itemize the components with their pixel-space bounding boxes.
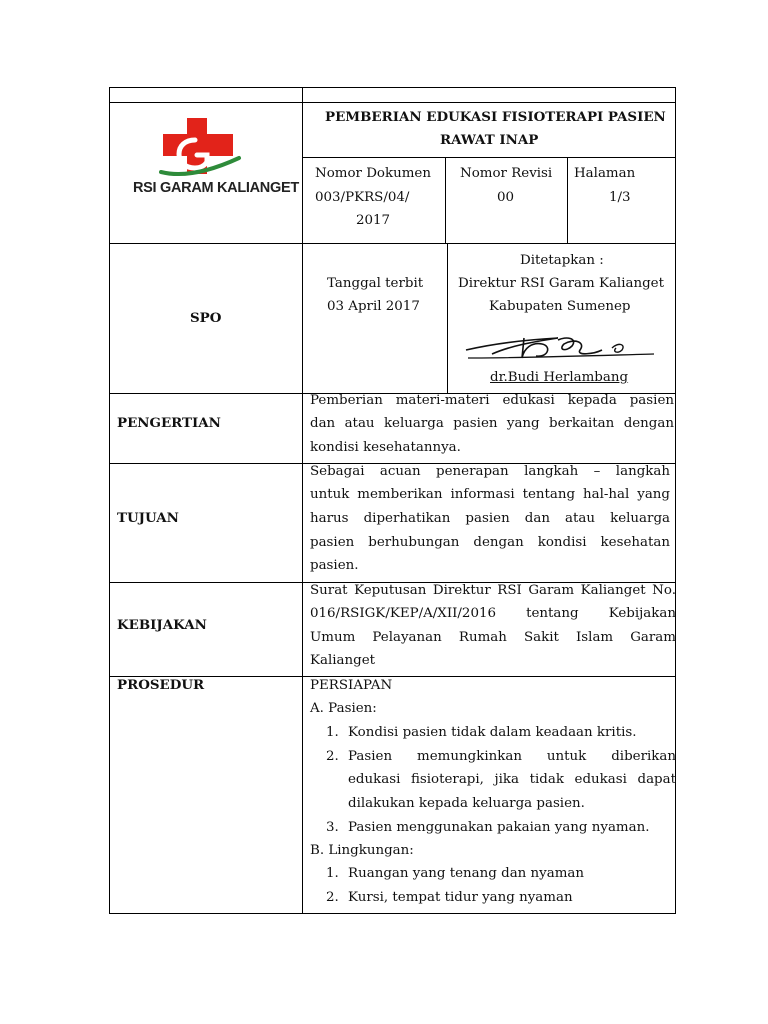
table-divider-main: [302, 87, 303, 914]
tujuan-line: pasien berhubungan dengan kondisi kesehatan: [310, 535, 670, 550]
page-value: 1/3: [609, 190, 631, 205]
document-number-label: Nomor Dokumen: [315, 166, 431, 181]
list-item-text: Ruangan yang tenang dan nyaman: [348, 866, 585, 881]
kebijakan-line: Umum Pelayanan Rumah Sakit Islam Garam: [310, 630, 676, 645]
pengertian-line: dan atau keluarga pasien yang berkaitan dengan: [310, 416, 674, 431]
table-rule-header-end: [109, 243, 676, 244]
list-item-text: edukasi fisioterapi, jika tidak edukasi dapat: [348, 772, 676, 787]
table-divider-revision: [567, 157, 568, 244]
tujuan-line: pasien.: [310, 558, 359, 573]
tujuan-line: harus diperhatikan pasien dan atau keluarga: [310, 511, 670, 526]
table-border-top: [109, 87, 676, 88]
table-rule-header: [109, 102, 676, 103]
table-divider-spo: [447, 243, 448, 394]
list-item-number: 1.: [326, 866, 339, 881]
tujuan-label: TUJUAN: [117, 510, 179, 526]
pengertian-line: kondisi kesehatannya.: [310, 440, 461, 455]
document-title-line2: RAWAT INAP: [440, 132, 539, 148]
signer-name: dr.Budi Herlambang: [490, 370, 629, 385]
revision-value: 00: [497, 190, 515, 205]
kebijakan-line: 016/RSIGK/KEP/A/XII/2016 tentang Kebijakan: [310, 606, 676, 621]
list-item-text: Pasien menggunakan pakaian yang nyaman.: [348, 820, 650, 835]
issue-date: 03 April 2017: [327, 299, 420, 314]
kebijakan-label: KEBIJAKAN: [117, 617, 207, 633]
pengertian-label: PENGERTIAN: [117, 415, 221, 431]
kebijakan-line: Surat Keputusan Direktur RSI Garam Kalianget No.: [310, 583, 676, 598]
document-number-line1: 003/PKRS/04/: [315, 190, 410, 205]
document-number-line2: 2017: [356, 213, 391, 228]
table-border-bottom: [109, 913, 676, 914]
list-item-text: Kondisi pasien tidak dalam keadaan kritis.: [348, 725, 637, 740]
prosedur-heading: PERSIAPAN: [310, 678, 393, 693]
group-a-title: A. Pasien:: [310, 701, 377, 716]
list-item-number: 3.: [326, 820, 339, 835]
list-item-number: 1.: [326, 725, 339, 740]
list-item-text: Kursi, tempat tidur yang nyaman: [348, 890, 573, 905]
director-line2: Kabupaten Sumenep: [489, 299, 631, 314]
signature-icon: [462, 328, 658, 368]
revision-label: Nomor Revisi: [460, 166, 553, 181]
list-item-text: dilakukan kepada keluarga pasien.: [348, 796, 585, 811]
prosedur-label: PROSEDUR: [117, 677, 205, 693]
established-label: Ditetapkan :: [520, 253, 604, 268]
list-item-text: Pasien memungkinkan untuk diberikan: [348, 749, 676, 764]
table-divider-doc-number: [445, 157, 446, 244]
issue-date-label: Tanggal terbit: [327, 276, 424, 291]
hospital-name: RSI GARAM KALIANGET: [133, 180, 299, 196]
document-title-line1: PEMBERIAN EDUKASI FISIOTERAPI PASIEN: [325, 109, 666, 125]
spo-label: SPO: [190, 310, 222, 326]
table-rule-title: [303, 157, 676, 158]
list-item-number: 2.: [326, 890, 339, 905]
tujuan-line: untuk memberikan informasi tentang hal-hal yang: [310, 487, 670, 502]
group-b-title: B. Lingkungan:: [310, 843, 414, 858]
list-item-number: 2.: [326, 749, 339, 764]
table-border-left: [109, 87, 110, 914]
page-label: Halaman: [574, 166, 636, 181]
tujuan-line: Sebagai acuan penerapan langkah – langkah: [310, 464, 670, 479]
kebijakan-line: Kalianget: [310, 653, 376, 668]
director-line1: Direktur RSI Garam Kalianget: [458, 276, 664, 291]
pengertian-line: Pemberian materi-materi edukasi kepada pasien: [310, 393, 674, 408]
